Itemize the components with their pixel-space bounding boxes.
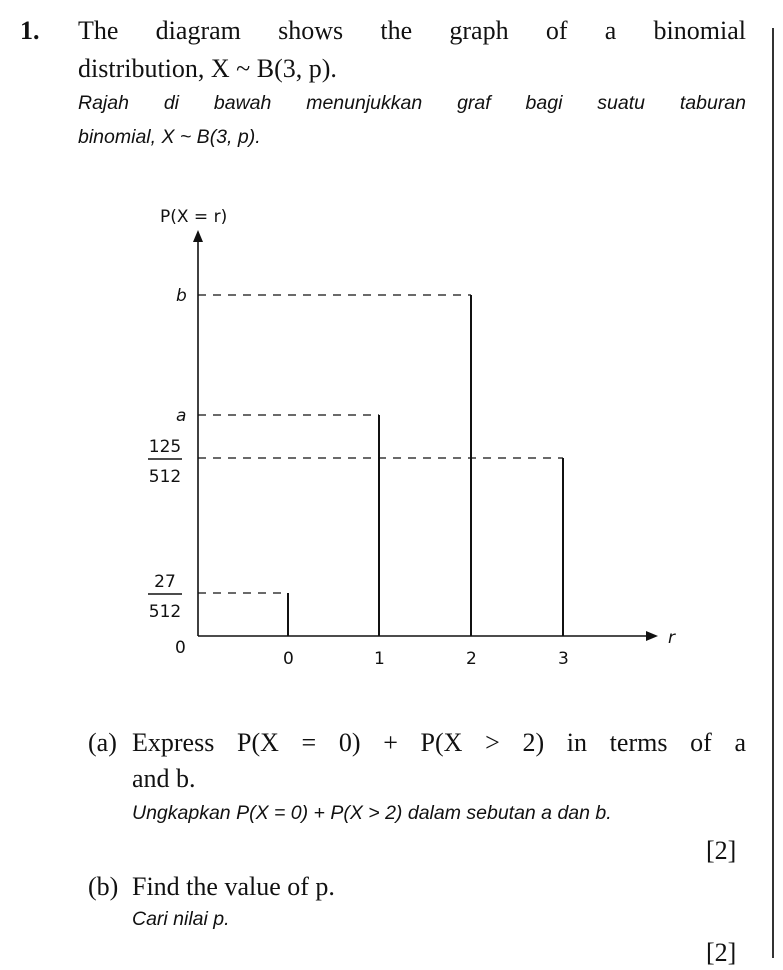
y-tick-label: b [176, 286, 187, 306]
question-number: 1. [20, 16, 40, 45]
malay-text-line2: binomial, X ~ B(3, p). [78, 126, 261, 148]
y-tick-denominator: 512 [148, 602, 182, 622]
x-axis-label: r [668, 628, 675, 648]
y-tick-label: a [176, 406, 187, 426]
y-tick-numerator: 27 [154, 572, 176, 592]
y-tick-denominator: 512 [148, 467, 182, 487]
part-a-malay: Ungkapkan P(X = 0) + P(X > 2) dalam sebutan a dan b. [132, 802, 612, 824]
x-axis-arrow-icon [646, 631, 658, 641]
malay-text-line1: Rajah di bawah menunjukkan graf bagi suatu taburan [78, 92, 746, 114]
part-a-line2: and b. [132, 764, 196, 793]
part-a-marks: [2] [706, 836, 737, 865]
x-tick-label: 0 [283, 649, 294, 669]
part-a-label: (a) [88, 728, 117, 757]
y-tick-numerator: 125 [148, 437, 182, 457]
origin-label: 0 [175, 638, 186, 658]
question-text-line1: The diagram shows the graph of a binomial [78, 16, 746, 45]
part-a-line1: Express P(X = 0) + P(X > 2) in terms of a [132, 728, 746, 757]
part-b-malay: Cari nilai p. [132, 908, 230, 930]
y-axis-arrow-icon [193, 230, 203, 242]
question-text-line2: distribution, X ~ B(3, p). [78, 54, 337, 83]
y-axis-label: P(X = r) [160, 207, 228, 227]
x-tick-label: 2 [466, 649, 477, 669]
x-tick-label: 3 [558, 649, 569, 669]
part-b-label: (b) [88, 872, 119, 901]
x-tick-label: 1 [374, 649, 385, 669]
part-b-line1: Find the value of p. [132, 872, 335, 901]
part-b-marks: [2] [706, 938, 737, 967]
